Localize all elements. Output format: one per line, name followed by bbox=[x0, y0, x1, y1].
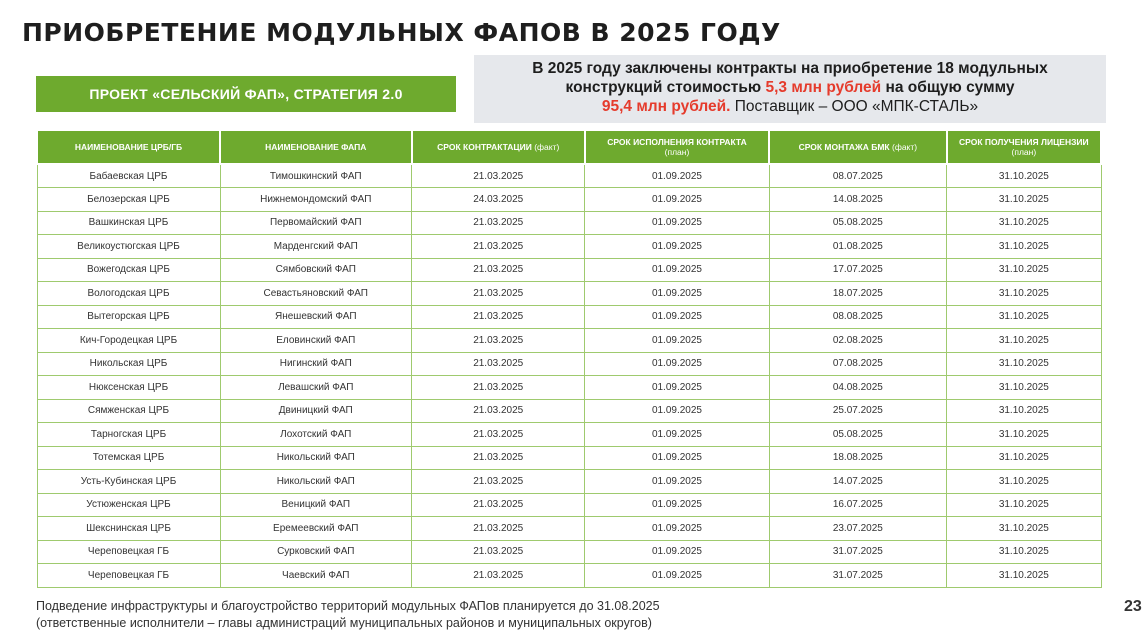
header-contract-date: СРОК КОНТРАКТАЦИИ (факт) bbox=[412, 130, 585, 164]
cell-license-date: 31.10.2025 bbox=[947, 470, 1101, 494]
fap-table-container bbox=[36, 129, 1102, 588]
table-row bbox=[37, 329, 1101, 353]
cell-contract-date: 21.03.2025 bbox=[412, 470, 585, 494]
cell-contract-date: 21.03.2025 bbox=[412, 329, 585, 353]
cell-license-date: 31.10.2025 bbox=[947, 258, 1101, 282]
table-row bbox=[37, 352, 1101, 376]
cell-fap: Лохотский ФАП bbox=[220, 423, 412, 447]
cell-fap: Первомайский ФАП bbox=[220, 211, 412, 235]
footnote-line-2: (ответственные исполнители – главы администраций муниципальных районов и муниципальных округов) bbox=[36, 616, 652, 630]
cell-crb: Сямженская ЦРБ bbox=[37, 399, 220, 423]
cell-installation-date: 25.07.2025 bbox=[769, 399, 947, 423]
cell-execution-date: 01.09.2025 bbox=[585, 329, 769, 353]
table-row bbox=[37, 376, 1101, 400]
unit-price: 5,3 млн рублей bbox=[765, 79, 882, 96]
header-installation-date: СРОК МОНТАЖА БМК (факт) bbox=[769, 130, 947, 164]
table-header-row bbox=[37, 130, 1101, 164]
cell-contract-date: 21.03.2025 bbox=[412, 352, 585, 376]
cell-fap: Тимошкинский ФАП bbox=[220, 164, 412, 188]
cell-installation-date: 02.08.2025 bbox=[769, 329, 947, 353]
cell-crb: Кич-Городецкая ЦРБ bbox=[37, 329, 220, 353]
cell-execution-date: 01.09.2025 bbox=[585, 164, 769, 188]
cell-fap: Никольский ФАП bbox=[220, 470, 412, 494]
table-row bbox=[37, 399, 1101, 423]
cell-contract-date: 21.03.2025 bbox=[412, 423, 585, 447]
info-line-2-pre: конструкций стоимостью bbox=[565, 79, 766, 96]
table-row bbox=[37, 282, 1101, 306]
cell-contract-date: 21.03.2025 bbox=[412, 376, 585, 400]
cell-fap: Еловинский ФАП bbox=[220, 329, 412, 353]
cell-contract-date: 21.03.2025 bbox=[412, 235, 585, 259]
cell-execution-date: 01.09.2025 bbox=[585, 352, 769, 376]
table-row bbox=[37, 258, 1101, 282]
cell-installation-date: 04.08.2025 bbox=[769, 376, 947, 400]
footnote-line-1: Подведение инфраструктуры и благоустройство территорий модульных ФАПов планируется до 31.08.2025 bbox=[36, 599, 660, 613]
table-row bbox=[37, 235, 1101, 259]
cell-execution-date: 01.09.2025 bbox=[585, 493, 769, 517]
fap-table bbox=[36, 129, 1102, 588]
cell-contract-date: 21.03.2025 bbox=[412, 493, 585, 517]
table-row bbox=[37, 305, 1101, 329]
cell-execution-date: 01.09.2025 bbox=[585, 282, 769, 306]
cell-license-date: 31.10.2025 bbox=[947, 164, 1101, 188]
cell-execution-date: 01.09.2025 bbox=[585, 564, 769, 588]
cell-installation-date: 05.08.2025 bbox=[769, 423, 947, 447]
cell-license-date: 31.10.2025 bbox=[947, 235, 1101, 259]
cell-crb: Тарногская ЦРБ bbox=[37, 423, 220, 447]
header-execution-date: СРОК ИСПОЛНЕНИЯ КОНТРАКТА (план) bbox=[585, 130, 769, 164]
cell-fap: Левашский ФАП bbox=[220, 376, 412, 400]
table-row bbox=[37, 188, 1101, 212]
cell-execution-date: 01.09.2025 bbox=[585, 188, 769, 212]
table-row bbox=[37, 564, 1101, 588]
cell-installation-date: 14.08.2025 bbox=[769, 188, 947, 212]
cell-contract-date: 21.03.2025 bbox=[412, 564, 585, 588]
cell-crb: Череповецкая ГБ bbox=[37, 564, 220, 588]
table-row bbox=[37, 493, 1101, 517]
cell-license-date: 31.10.2025 bbox=[947, 540, 1101, 564]
cell-crb: Никольская ЦРБ bbox=[37, 352, 220, 376]
cell-installation-date: 16.07.2025 bbox=[769, 493, 947, 517]
cell-crb: Вожегодская ЦРБ bbox=[37, 258, 220, 282]
header-crb: НАИМЕНОВАНИЕ ЦРБ/ГБ bbox=[37, 130, 220, 164]
header-license-date: СРОК ПОЛУЧЕНИЯ ЛИЦЕНЗИИ (план) bbox=[947, 130, 1101, 164]
table-body bbox=[37, 164, 1101, 587]
cell-contract-date: 24.03.2025 bbox=[412, 188, 585, 212]
cell-fap: Нигинский ФАП bbox=[220, 352, 412, 376]
cell-license-date: 31.10.2025 bbox=[947, 305, 1101, 329]
cell-installation-date: 08.08.2025 bbox=[769, 305, 947, 329]
cell-execution-date: 01.09.2025 bbox=[585, 399, 769, 423]
cell-license-date: 31.10.2025 bbox=[947, 352, 1101, 376]
cell-execution-date: 01.09.2025 bbox=[585, 446, 769, 470]
info-line-3 bbox=[474, 97, 1106, 116]
cell-execution-date: 01.09.2025 bbox=[585, 423, 769, 447]
info-line-2-post: на общую сумму bbox=[881, 79, 1015, 96]
cell-crb: Шекснинская ЦРБ bbox=[37, 517, 220, 541]
table-row bbox=[37, 470, 1101, 494]
cell-fap: Чаевский ФАП bbox=[220, 564, 412, 588]
cell-contract-date: 21.03.2025 bbox=[412, 540, 585, 564]
cell-installation-date: 31.07.2025 bbox=[769, 564, 947, 588]
cell-execution-date: 01.09.2025 bbox=[585, 540, 769, 564]
cell-crb: Нюксенская ЦРБ bbox=[37, 376, 220, 400]
cell-crb: Великоустюгская ЦРБ bbox=[37, 235, 220, 259]
cell-installation-date: 18.07.2025 bbox=[769, 282, 947, 306]
cell-license-date: 31.10.2025 bbox=[947, 446, 1101, 470]
cell-license-date: 31.10.2025 bbox=[947, 282, 1101, 306]
cell-crb: Бабаевская ЦРБ bbox=[37, 164, 220, 188]
cell-contract-date: 21.03.2025 bbox=[412, 399, 585, 423]
cell-crb: Белозерская ЦРБ bbox=[37, 188, 220, 212]
table-row bbox=[37, 446, 1101, 470]
cell-crb: Устюженская ЦРБ bbox=[37, 493, 220, 517]
cell-license-date: 31.10.2025 bbox=[947, 329, 1101, 353]
info-box bbox=[474, 55, 1106, 123]
cell-installation-date: 31.07.2025 bbox=[769, 540, 947, 564]
cell-crb: Вологодская ЦРБ bbox=[37, 282, 220, 306]
total-sum: 95,4 млн рублей. bbox=[601, 98, 731, 115]
cell-execution-date: 01.09.2025 bbox=[585, 376, 769, 400]
cell-fap: Сямбовский ФАП bbox=[220, 258, 412, 282]
info-line-2 bbox=[474, 78, 1106, 97]
cell-fap: Марденгский ФАП bbox=[220, 235, 412, 259]
cell-execution-date: 01.09.2025 bbox=[585, 211, 769, 235]
table-row bbox=[37, 211, 1101, 235]
cell-crb: Череповецкая ГБ bbox=[37, 540, 220, 564]
cell-installation-date: 08.07.2025 bbox=[769, 164, 947, 188]
cell-fap: Сурковский ФАП bbox=[220, 540, 412, 564]
cell-installation-date: 07.08.2025 bbox=[769, 352, 947, 376]
cell-contract-date: 21.03.2025 bbox=[412, 164, 585, 188]
project-banner: ПРОЕКТ «СЕЛЬСКИЙ ФАП», СТРАТЕГИЯ 2.0 bbox=[36, 76, 456, 112]
cell-contract-date: 21.03.2025 bbox=[412, 211, 585, 235]
cell-license-date: 31.10.2025 bbox=[947, 399, 1101, 423]
cell-installation-date: 17.07.2025 bbox=[769, 258, 947, 282]
info-line-1: В 2025 году заключены контракты на приобретение 18 модульных bbox=[532, 60, 1048, 77]
table-row bbox=[37, 164, 1101, 188]
cell-execution-date: 01.09.2025 bbox=[585, 517, 769, 541]
cell-installation-date: 23.07.2025 bbox=[769, 517, 947, 541]
cell-installation-date: 14.07.2025 bbox=[769, 470, 947, 494]
cell-execution-date: 01.09.2025 bbox=[585, 258, 769, 282]
cell-license-date: 31.10.2025 bbox=[947, 376, 1101, 400]
cell-fap: Нижнемондомский ФАП bbox=[220, 188, 412, 212]
cell-license-date: 31.10.2025 bbox=[947, 493, 1101, 517]
cell-execution-date: 01.09.2025 bbox=[585, 305, 769, 329]
table-row bbox=[37, 423, 1101, 447]
cell-license-date: 31.10.2025 bbox=[947, 564, 1101, 588]
cell-license-date: 31.10.2025 bbox=[947, 517, 1101, 541]
table-row bbox=[37, 540, 1101, 564]
cell-fap: Янешевский ФАП bbox=[220, 305, 412, 329]
cell-execution-date: 01.09.2025 bbox=[585, 235, 769, 259]
page-title: ПРИОБРЕТЕНИЕ МОДУЛЬНЫХ ФАПОВ В 2025 ГОДУ bbox=[22, 18, 781, 47]
cell-contract-date: 21.03.2025 bbox=[412, 282, 585, 306]
cell-contract-date: 21.03.2025 bbox=[412, 305, 585, 329]
footnote bbox=[36, 598, 660, 632]
cell-crb: Вытегорская ЦРБ bbox=[37, 305, 220, 329]
header-fap: НАИМЕНОВАНИЕ ФАПА bbox=[220, 130, 412, 164]
cell-fap: Никольский ФАП bbox=[220, 446, 412, 470]
cell-contract-date: 21.03.2025 bbox=[412, 517, 585, 541]
cell-installation-date: 01.08.2025 bbox=[769, 235, 947, 259]
cell-installation-date: 05.08.2025 bbox=[769, 211, 947, 235]
cell-crb: Вашкинская ЦРБ bbox=[37, 211, 220, 235]
cell-fap: Еремеевский ФАП bbox=[220, 517, 412, 541]
cell-fap: Севастьяновский ФАП bbox=[220, 282, 412, 306]
cell-fap: Веницкий ФАП bbox=[220, 493, 412, 517]
cell-license-date: 31.10.2025 bbox=[947, 211, 1101, 235]
cell-installation-date: 18.08.2025 bbox=[769, 446, 947, 470]
page-number: 23 bbox=[1124, 598, 1142, 615]
supplier: Поставщик – ООО «МПК-СТАЛЬ» bbox=[730, 98, 979, 115]
cell-execution-date: 01.09.2025 bbox=[585, 470, 769, 494]
cell-crb: Тотемская ЦРБ bbox=[37, 446, 220, 470]
cell-fap: Двиницкий ФАП bbox=[220, 399, 412, 423]
cell-contract-date: 21.03.2025 bbox=[412, 258, 585, 282]
table-row bbox=[37, 517, 1101, 541]
cell-crb: Усть-Кубинская ЦРБ bbox=[37, 470, 220, 494]
cell-license-date: 31.10.2025 bbox=[947, 188, 1101, 212]
cell-contract-date: 21.03.2025 bbox=[412, 446, 585, 470]
cell-license-date: 31.10.2025 bbox=[947, 423, 1101, 447]
